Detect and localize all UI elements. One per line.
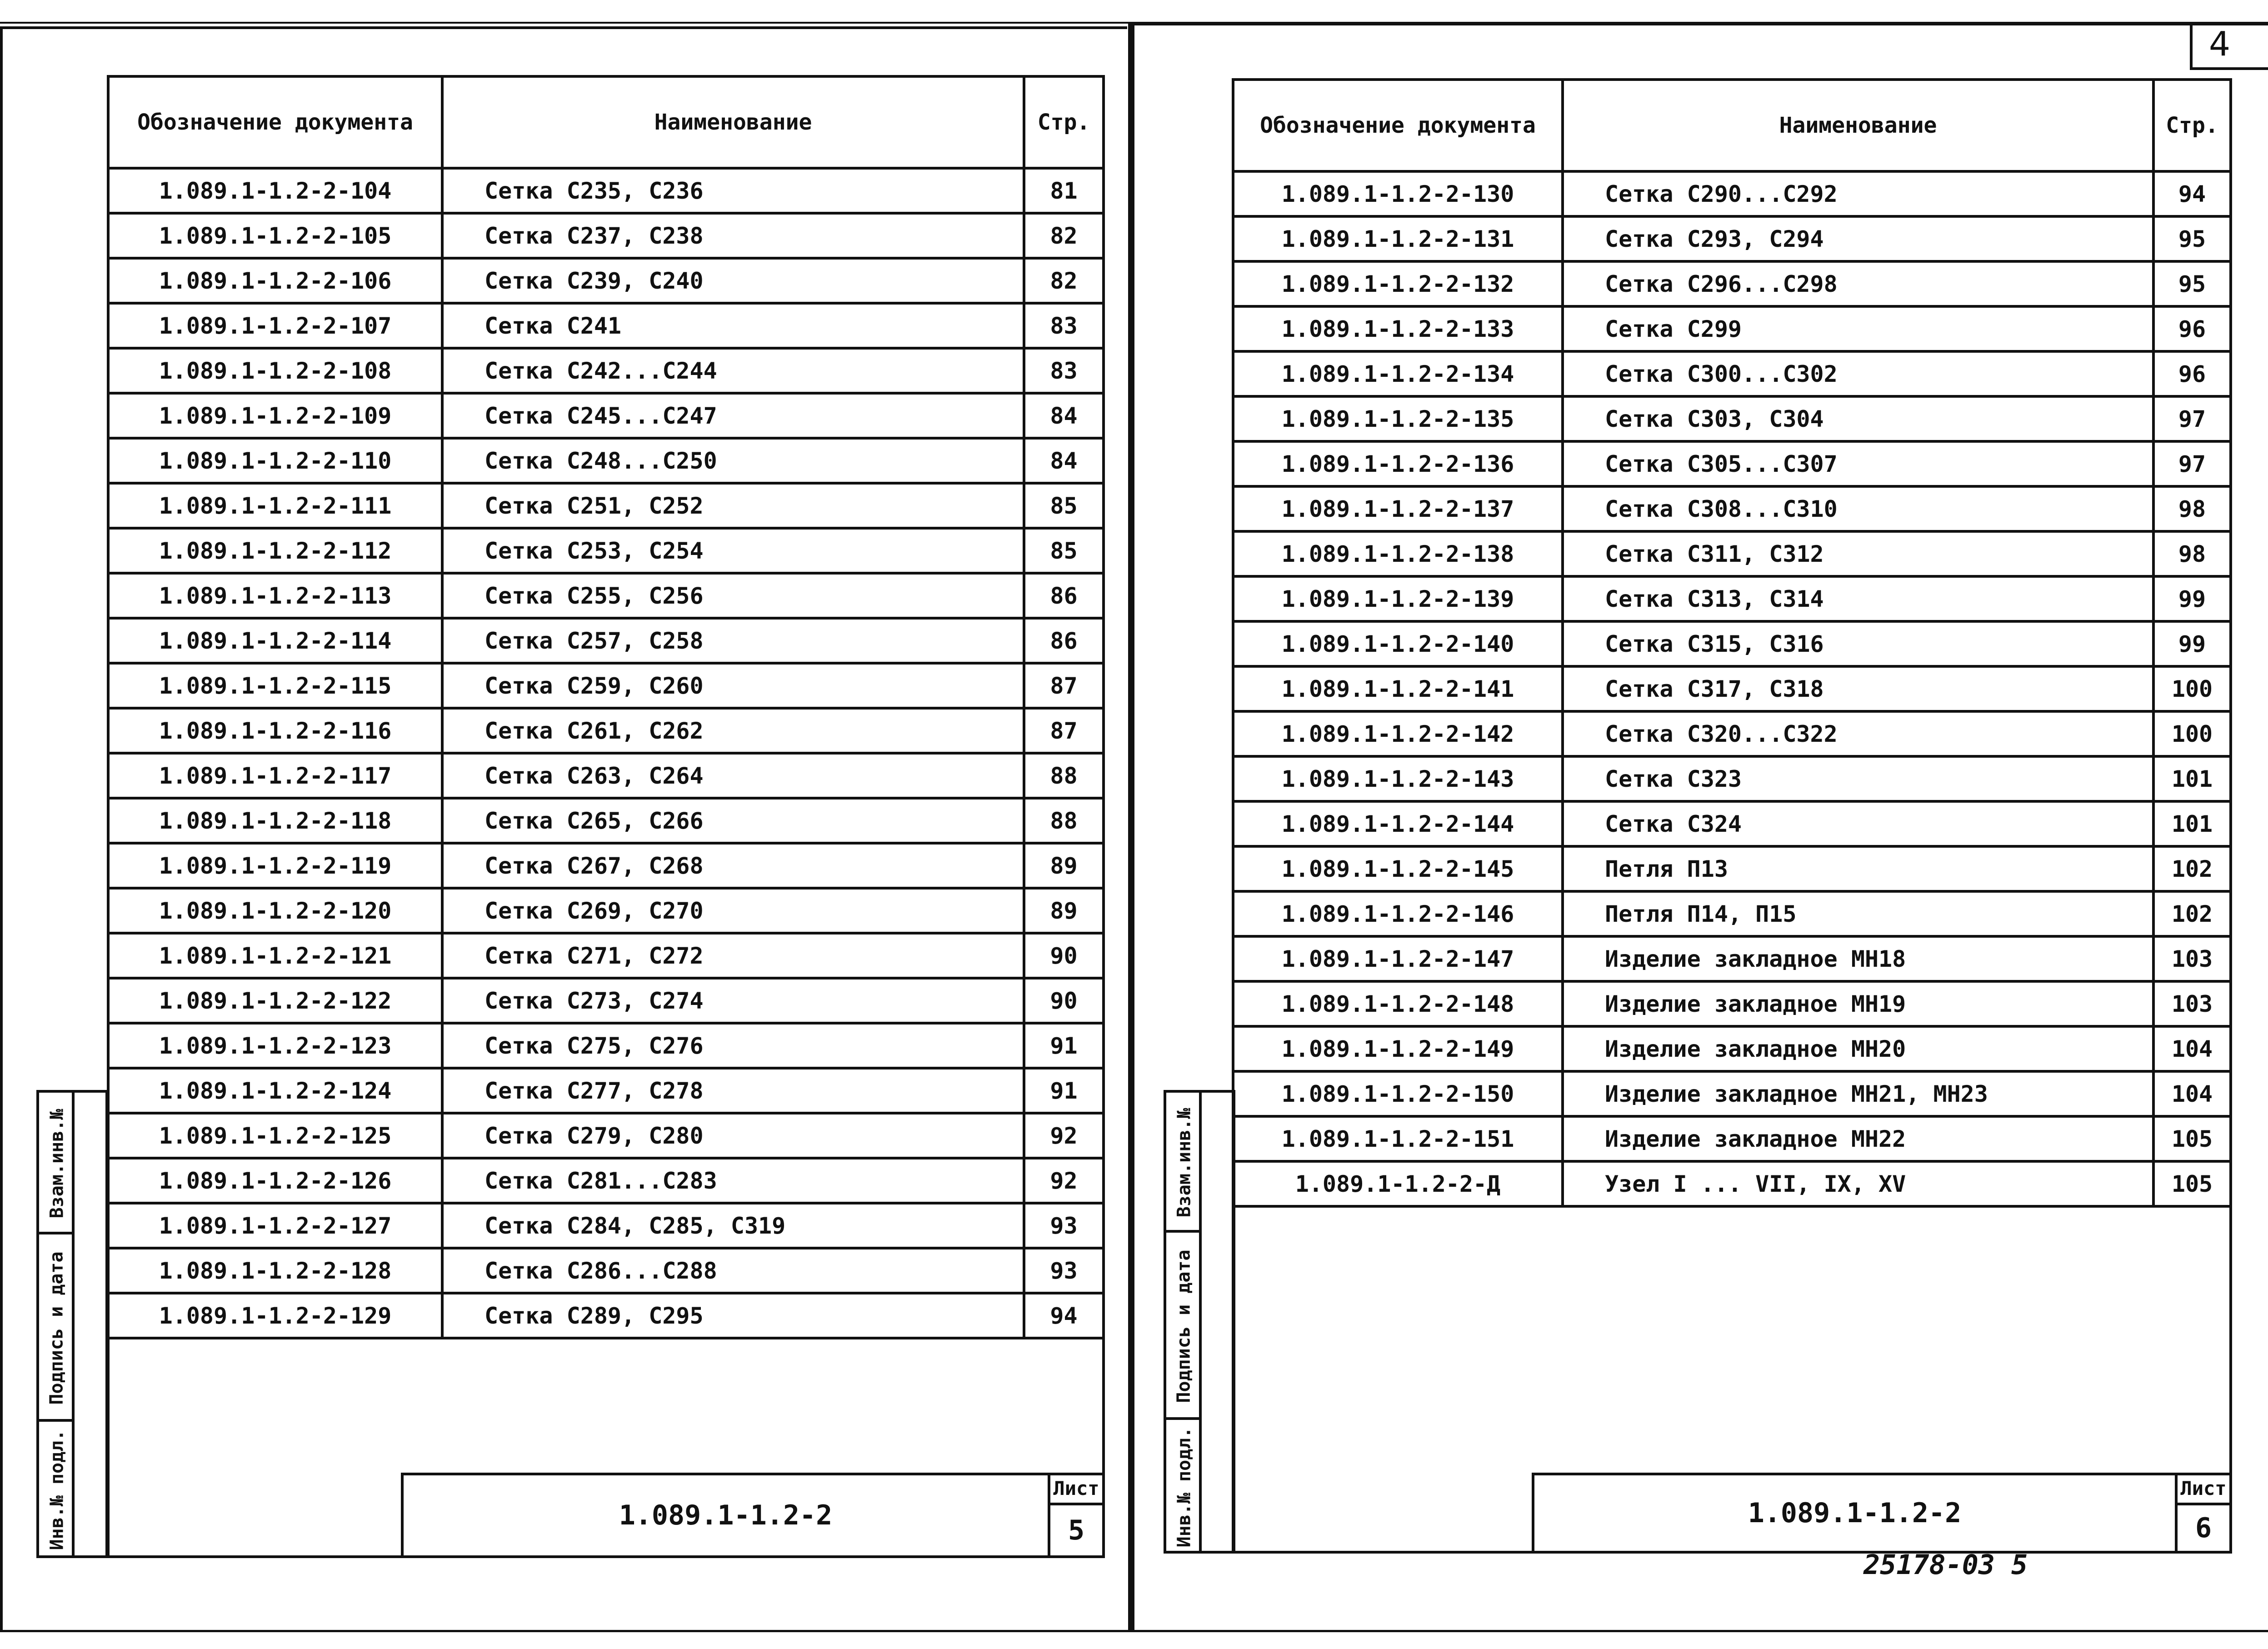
row-page: 93: [1024, 1248, 1104, 1293]
row-page: 87: [1024, 708, 1104, 753]
row-code: 1.089.1-1.2-2-107: [108, 303, 442, 348]
row-name: Сетка С245...С247: [442, 393, 1024, 438]
table-row: [1233, 171, 2231, 216]
row-name: Сетка С324: [1563, 801, 2153, 846]
row-page: 86: [1024, 573, 1104, 618]
row-page: 101: [2153, 756, 2231, 801]
row-code: 1.089.1-1.2-2-108: [108, 348, 442, 393]
table-row: [1233, 981, 2231, 1026]
table-row: [108, 753, 1104, 798]
row-code: 1.089.1-1.2-2-141: [1233, 666, 1563, 711]
row-code: 1.089.1-1.2-2-126: [108, 1158, 442, 1203]
table-row: [108, 1113, 1104, 1158]
row-page: 104: [2153, 1026, 2231, 1071]
row-code: 1.089.1-1.2-2-124: [108, 1068, 442, 1113]
table-row: [1233, 1026, 2231, 1071]
table-row: [1233, 1116, 2231, 1161]
left-stamp-code: 1.089.1-1.2-2: [619, 1499, 833, 1531]
row-code: 1.089.1-1.2-2-119: [108, 843, 442, 888]
row-page: 100: [2153, 711, 2231, 756]
right-spec-table: [1232, 78, 2232, 1208]
table-row: [108, 258, 1104, 303]
row-name: Сетка С253, С254: [442, 528, 1024, 573]
row-page: 98: [2153, 531, 2231, 576]
row-page: 88: [1024, 798, 1104, 843]
table-row: [108, 1158, 1104, 1203]
row-code: 1.089.1-1.2-2-140: [1233, 621, 1563, 666]
table-row: [108, 708, 1104, 753]
row-code: 1.089.1-1.2-2-138: [1233, 531, 1563, 576]
row-name: Сетка С286...С288: [442, 1248, 1024, 1293]
row-code: 1.089.1-1.2-2-122: [108, 978, 442, 1023]
strip-label-vzam: Взам.инв.№: [1174, 1108, 1195, 1218]
row-name: Сетка С241: [442, 303, 1024, 348]
header-name: Наименование: [1563, 80, 2153, 171]
strip-label-inv: Инв.№ подл.: [46, 1429, 67, 1550]
row-name: Сетка С308...С310: [1563, 486, 2153, 531]
right-approval-strip: [1164, 1090, 1235, 1554]
left-sheet-label: Лист: [1050, 1475, 1102, 1505]
left-frame-right: [1102, 75, 1105, 1558]
row-page: 97: [2153, 441, 2231, 486]
row-code: 1.089.1-1.2-2-120: [108, 888, 442, 933]
table-row: [1233, 621, 2231, 666]
row-page: 98: [2153, 486, 2231, 531]
row-code: 1.089.1-1.2-2-144: [1233, 801, 1563, 846]
row-page: 84: [1024, 438, 1104, 483]
table-row: [108, 978, 1104, 1023]
row-name: Сетка С255, С256: [442, 573, 1024, 618]
table-row: [108, 843, 1104, 888]
table-row: [1233, 756, 2231, 801]
row-page: 103: [2153, 981, 2231, 1026]
strip-label-sign: Подпись и дата: [46, 1251, 67, 1405]
row-page: 84: [1024, 393, 1104, 438]
right-stamp-code: 1.089.1-1.2-2: [1748, 1497, 1962, 1529]
row-name: Сетка С265, С266: [442, 798, 1024, 843]
table-row: [108, 1203, 1104, 1248]
row-name: Сетка С235, С236: [442, 168, 1024, 213]
table-row: [1233, 441, 2231, 486]
row-name: Сетка С259, С260: [442, 663, 1024, 708]
row-name: Сетка С263, С264: [442, 753, 1024, 798]
row-name: Сетка С323: [1563, 756, 2153, 801]
row-name: Сетка С273, С274: [442, 978, 1024, 1023]
left-spec-table: [107, 75, 1105, 1339]
row-name: Петля П14, П15: [1563, 891, 2153, 936]
row-name: Сетка С269, С270: [442, 888, 1024, 933]
row-page: 99: [2153, 576, 2231, 621]
row-code: 1.089.1-1.2-2-118: [108, 798, 442, 843]
table-row: [108, 483, 1104, 528]
table-row: [1233, 666, 2231, 711]
row-code: 1.089.1-1.2-2-104: [108, 168, 442, 213]
row-name: Сетка С305...С307: [1563, 441, 2153, 486]
row-name: Сетка С300...С302: [1563, 351, 2153, 396]
row-name: Сетка С239, С240: [442, 258, 1024, 303]
left-frame-left: [107, 75, 110, 1558]
table-row: [108, 1248, 1104, 1293]
left-table-body: [108, 168, 1104, 1338]
row-name: Сетка С284, С285, С319: [442, 1203, 1024, 1248]
table-row: [108, 528, 1104, 573]
row-page: 85: [1024, 528, 1104, 573]
left-title-block: [401, 1473, 1105, 1558]
row-page: 94: [2153, 171, 2231, 216]
row-page: 100: [2153, 666, 2231, 711]
row-page: 95: [2153, 216, 2231, 261]
table-row: [108, 1293, 1104, 1338]
table-row: [1233, 306, 2231, 351]
row-code: 1.089.1-1.2-2-128: [108, 1248, 442, 1293]
row-page: 85: [1024, 483, 1104, 528]
row-page: 93: [1024, 1203, 1104, 1248]
right-sheet-top-border: [1132, 23, 2268, 25]
table-row: [1233, 1071, 2231, 1116]
row-page: 92: [1024, 1113, 1104, 1158]
table-row: [108, 393, 1104, 438]
row-code: 1.089.1-1.2-2-150: [1233, 1071, 1563, 1116]
row-name: Сетка С289, С295: [442, 1293, 1024, 1338]
row-name: Сетка С320...С322: [1563, 711, 2153, 756]
row-code: 1.089.1-1.2-2-112: [108, 528, 442, 573]
right-frame-left: [1232, 78, 1234, 1554]
header-code: Обозначение документа: [108, 76, 442, 168]
row-code: 1.089.1-1.2-2-116: [108, 708, 442, 753]
strip-label-sign: Подпись и дата: [1174, 1249, 1194, 1403]
right-frame-right: [2229, 78, 2232, 1554]
row-page: 92: [1024, 1158, 1104, 1203]
row-name: Сетка С248...С250: [442, 438, 1024, 483]
row-code: 1.089.1-1.2-2-148: [1233, 981, 1563, 1026]
row-name: Петля П13: [1563, 846, 2153, 891]
row-name: Изделие закладное МН18: [1563, 936, 2153, 981]
header-code: Обозначение документа: [1233, 80, 1563, 171]
row-name: Сетка С299: [1563, 306, 2153, 351]
row-page: 91: [1024, 1023, 1104, 1068]
row-code: 1.089.1-1.2-2-146: [1233, 891, 1563, 936]
row-page: 82: [1024, 213, 1104, 258]
row-name: Сетка С290...С292: [1563, 171, 2153, 216]
row-page: 99: [2153, 621, 2231, 666]
row-page: 104: [2153, 1071, 2231, 1116]
center-fold-line: [1128, 23, 1132, 1632]
row-code: 1.089.1-1.2-2-136: [1233, 441, 1563, 486]
row-code: 1.089.1-1.2-2-125: [108, 1113, 442, 1158]
table-row: [108, 798, 1104, 843]
row-page: 91: [1024, 1068, 1104, 1113]
row-page: 102: [2153, 891, 2231, 936]
row-name: Сетка С275, С276: [442, 1023, 1024, 1068]
right-sheet-number-box: [2175, 1475, 2229, 1551]
row-code: 1.089.1-1.2-2-115: [108, 663, 442, 708]
row-page: 89: [1024, 888, 1104, 933]
row-code: 1.089.1-1.2-2-133: [1233, 306, 1563, 351]
right-sheet-number: 6: [2195, 1512, 2212, 1544]
row-name: Сетка С237, С238: [442, 213, 1024, 258]
row-page: 105: [2153, 1116, 2231, 1161]
row-code: 1.089.1-1.2-2-147: [1233, 936, 1563, 981]
table-row: [108, 213, 1104, 258]
row-name: Сетка С311, С312: [1563, 531, 2153, 576]
table-row: [108, 1023, 1104, 1068]
table-row: [1233, 486, 2231, 531]
header-name: Наименование: [442, 76, 1024, 168]
row-code: 1.089.1-1.2-2-111: [108, 483, 442, 528]
row-code: 1.089.1-1.2-2-Д: [1233, 1161, 1563, 1206]
row-code: 1.089.1-1.2-2-142: [1233, 711, 1563, 756]
row-page: 83: [1024, 348, 1104, 393]
table-row: [108, 348, 1104, 393]
table-row: [1233, 711, 2231, 756]
row-name: Сетка С296...С298: [1563, 261, 2153, 306]
right-sheet-label: Лист: [2178, 1475, 2229, 1505]
table-row: [108, 303, 1104, 348]
row-code: 1.089.1-1.2-2-110: [108, 438, 442, 483]
row-name: Сетка С315, С316: [1563, 621, 2153, 666]
row-code: 1.089.1-1.2-2-105: [108, 213, 442, 258]
row-page: 89: [1024, 843, 1104, 888]
row-page: 90: [1024, 933, 1104, 978]
row-code: 1.089.1-1.2-2-134: [1233, 351, 1563, 396]
table-row: [108, 573, 1104, 618]
row-name: Изделие закладное МН20: [1563, 1026, 2153, 1071]
row-code: 1.089.1-1.2-2-113: [108, 573, 442, 618]
table-row: [1233, 531, 2231, 576]
row-page: 103: [2153, 936, 2231, 981]
table-row: [108, 1068, 1104, 1113]
left-sheet-number-box: [1048, 1475, 1102, 1555]
strip-label-vzam: Взам.инв.№: [46, 1109, 68, 1219]
row-code: 1.089.1-1.2-2-151: [1233, 1116, 1563, 1161]
row-name: Изделие закладное МН19: [1563, 981, 2153, 1026]
table-row: [108, 168, 1104, 213]
page-number: 4: [2209, 25, 2231, 64]
table-row: [1233, 396, 2231, 441]
row-name: Узел I ... VII, IX, XV: [1563, 1161, 2153, 1206]
row-page: 94: [1024, 1293, 1104, 1338]
row-name: Сетка С267, С268: [442, 843, 1024, 888]
row-code: 1.089.1-1.2-2-121: [108, 933, 442, 978]
row-code: 1.089.1-1.2-2-143: [1233, 756, 1563, 801]
row-name: Сетка С279, С280: [442, 1113, 1024, 1158]
right-sheet-left-border: [1132, 23, 1134, 1632]
table-row: [108, 663, 1104, 708]
row-name: Сетка С303, С304: [1563, 396, 2153, 441]
row-page: 88: [1024, 753, 1104, 798]
table-row: [1233, 936, 2231, 981]
row-name: Сетка С251, С252: [442, 483, 1024, 528]
table-row: [108, 438, 1104, 483]
row-page: 83: [1024, 303, 1104, 348]
row-page: 97: [2153, 396, 2231, 441]
row-code: 1.089.1-1.2-2-139: [1233, 576, 1563, 621]
row-page: 90: [1024, 978, 1104, 1023]
row-code: 1.089.1-1.2-2-106: [108, 258, 442, 303]
row-name: Изделие закладное МН22: [1563, 1116, 2153, 1161]
row-code: 1.089.1-1.2-2-114: [108, 618, 442, 663]
table-row: [1233, 576, 2231, 621]
table-row: [108, 618, 1104, 663]
row-code: 1.089.1-1.2-2-149: [1233, 1026, 1563, 1071]
row-name: Сетка С242...С244: [442, 348, 1024, 393]
row-code: 1.089.1-1.2-2-117: [108, 753, 442, 798]
left-sheet-left-border: [0, 26, 3, 1631]
table-row: [108, 933, 1104, 978]
table-row: [1233, 846, 2231, 891]
row-name: Сетка С313, С314: [1563, 576, 2153, 621]
row-name: Изделие закладное МН21, МН23: [1563, 1071, 2153, 1116]
row-name: Сетка С317, С318: [1563, 666, 2153, 711]
row-page: 96: [2153, 351, 2231, 396]
row-code: 1.089.1-1.2-2-127: [108, 1203, 442, 1248]
row-name: Сетка С261, С262: [442, 708, 1024, 753]
table-row: [1233, 1161, 2231, 1206]
left-sheet-top-border: [0, 26, 1127, 29]
row-page: 102: [2153, 846, 2231, 891]
row-code: 1.089.1-1.2-2-135: [1233, 396, 1563, 441]
row-page: 101: [2153, 801, 2231, 846]
table-row: [1233, 351, 2231, 396]
row-name: Сетка С293, С294: [1563, 216, 2153, 261]
row-code: 1.089.1-1.2-2-132: [1233, 261, 1563, 306]
row-code: 1.089.1-1.2-2-109: [108, 393, 442, 438]
table-row: [1233, 216, 2231, 261]
row-page: 81: [1024, 168, 1104, 213]
row-code: 1.089.1-1.2-2-123: [108, 1023, 442, 1068]
row-name: Сетка С257, С258: [442, 618, 1024, 663]
strip-label-inv: Инв.№ подл.: [1174, 1427, 1194, 1548]
table-row: [1233, 801, 2231, 846]
row-page: 86: [1024, 618, 1104, 663]
row-page: 95: [2153, 261, 2231, 306]
header-page: Стр.: [2153, 80, 2231, 171]
right-title-block: [1532, 1473, 2232, 1554]
row-page: 105: [2153, 1161, 2231, 1206]
right-table-body: [1233, 171, 2231, 1206]
header-page: Стр.: [1024, 76, 1104, 168]
row-name: Сетка С277, С278: [442, 1068, 1024, 1113]
left-approval-strip: [36, 1090, 108, 1558]
row-name: Сетка С271, С272: [442, 933, 1024, 978]
row-name: Сетка С281...С283: [442, 1158, 1024, 1203]
row-code: 1.089.1-1.2-2-130: [1233, 171, 1563, 216]
row-code: 1.089.1-1.2-2-129: [108, 1293, 442, 1338]
left-sheet-number: 5: [1068, 1514, 1085, 1546]
row-code: 1.089.1-1.2-2-131: [1233, 216, 1563, 261]
row-code: 1.089.1-1.2-2-137: [1233, 486, 1563, 531]
table-row: [1233, 891, 2231, 936]
table-row: [108, 888, 1104, 933]
archive-number: 25178-03 5: [1863, 1549, 2028, 1581]
row-page: 96: [2153, 306, 2231, 351]
row-code: 1.089.1-1.2-2-145: [1233, 846, 1563, 891]
bottom-edge-line: [0, 1630, 2268, 1632]
row-page: 87: [1024, 663, 1104, 708]
table-row: [1233, 261, 2231, 306]
row-page: 82: [1024, 258, 1104, 303]
